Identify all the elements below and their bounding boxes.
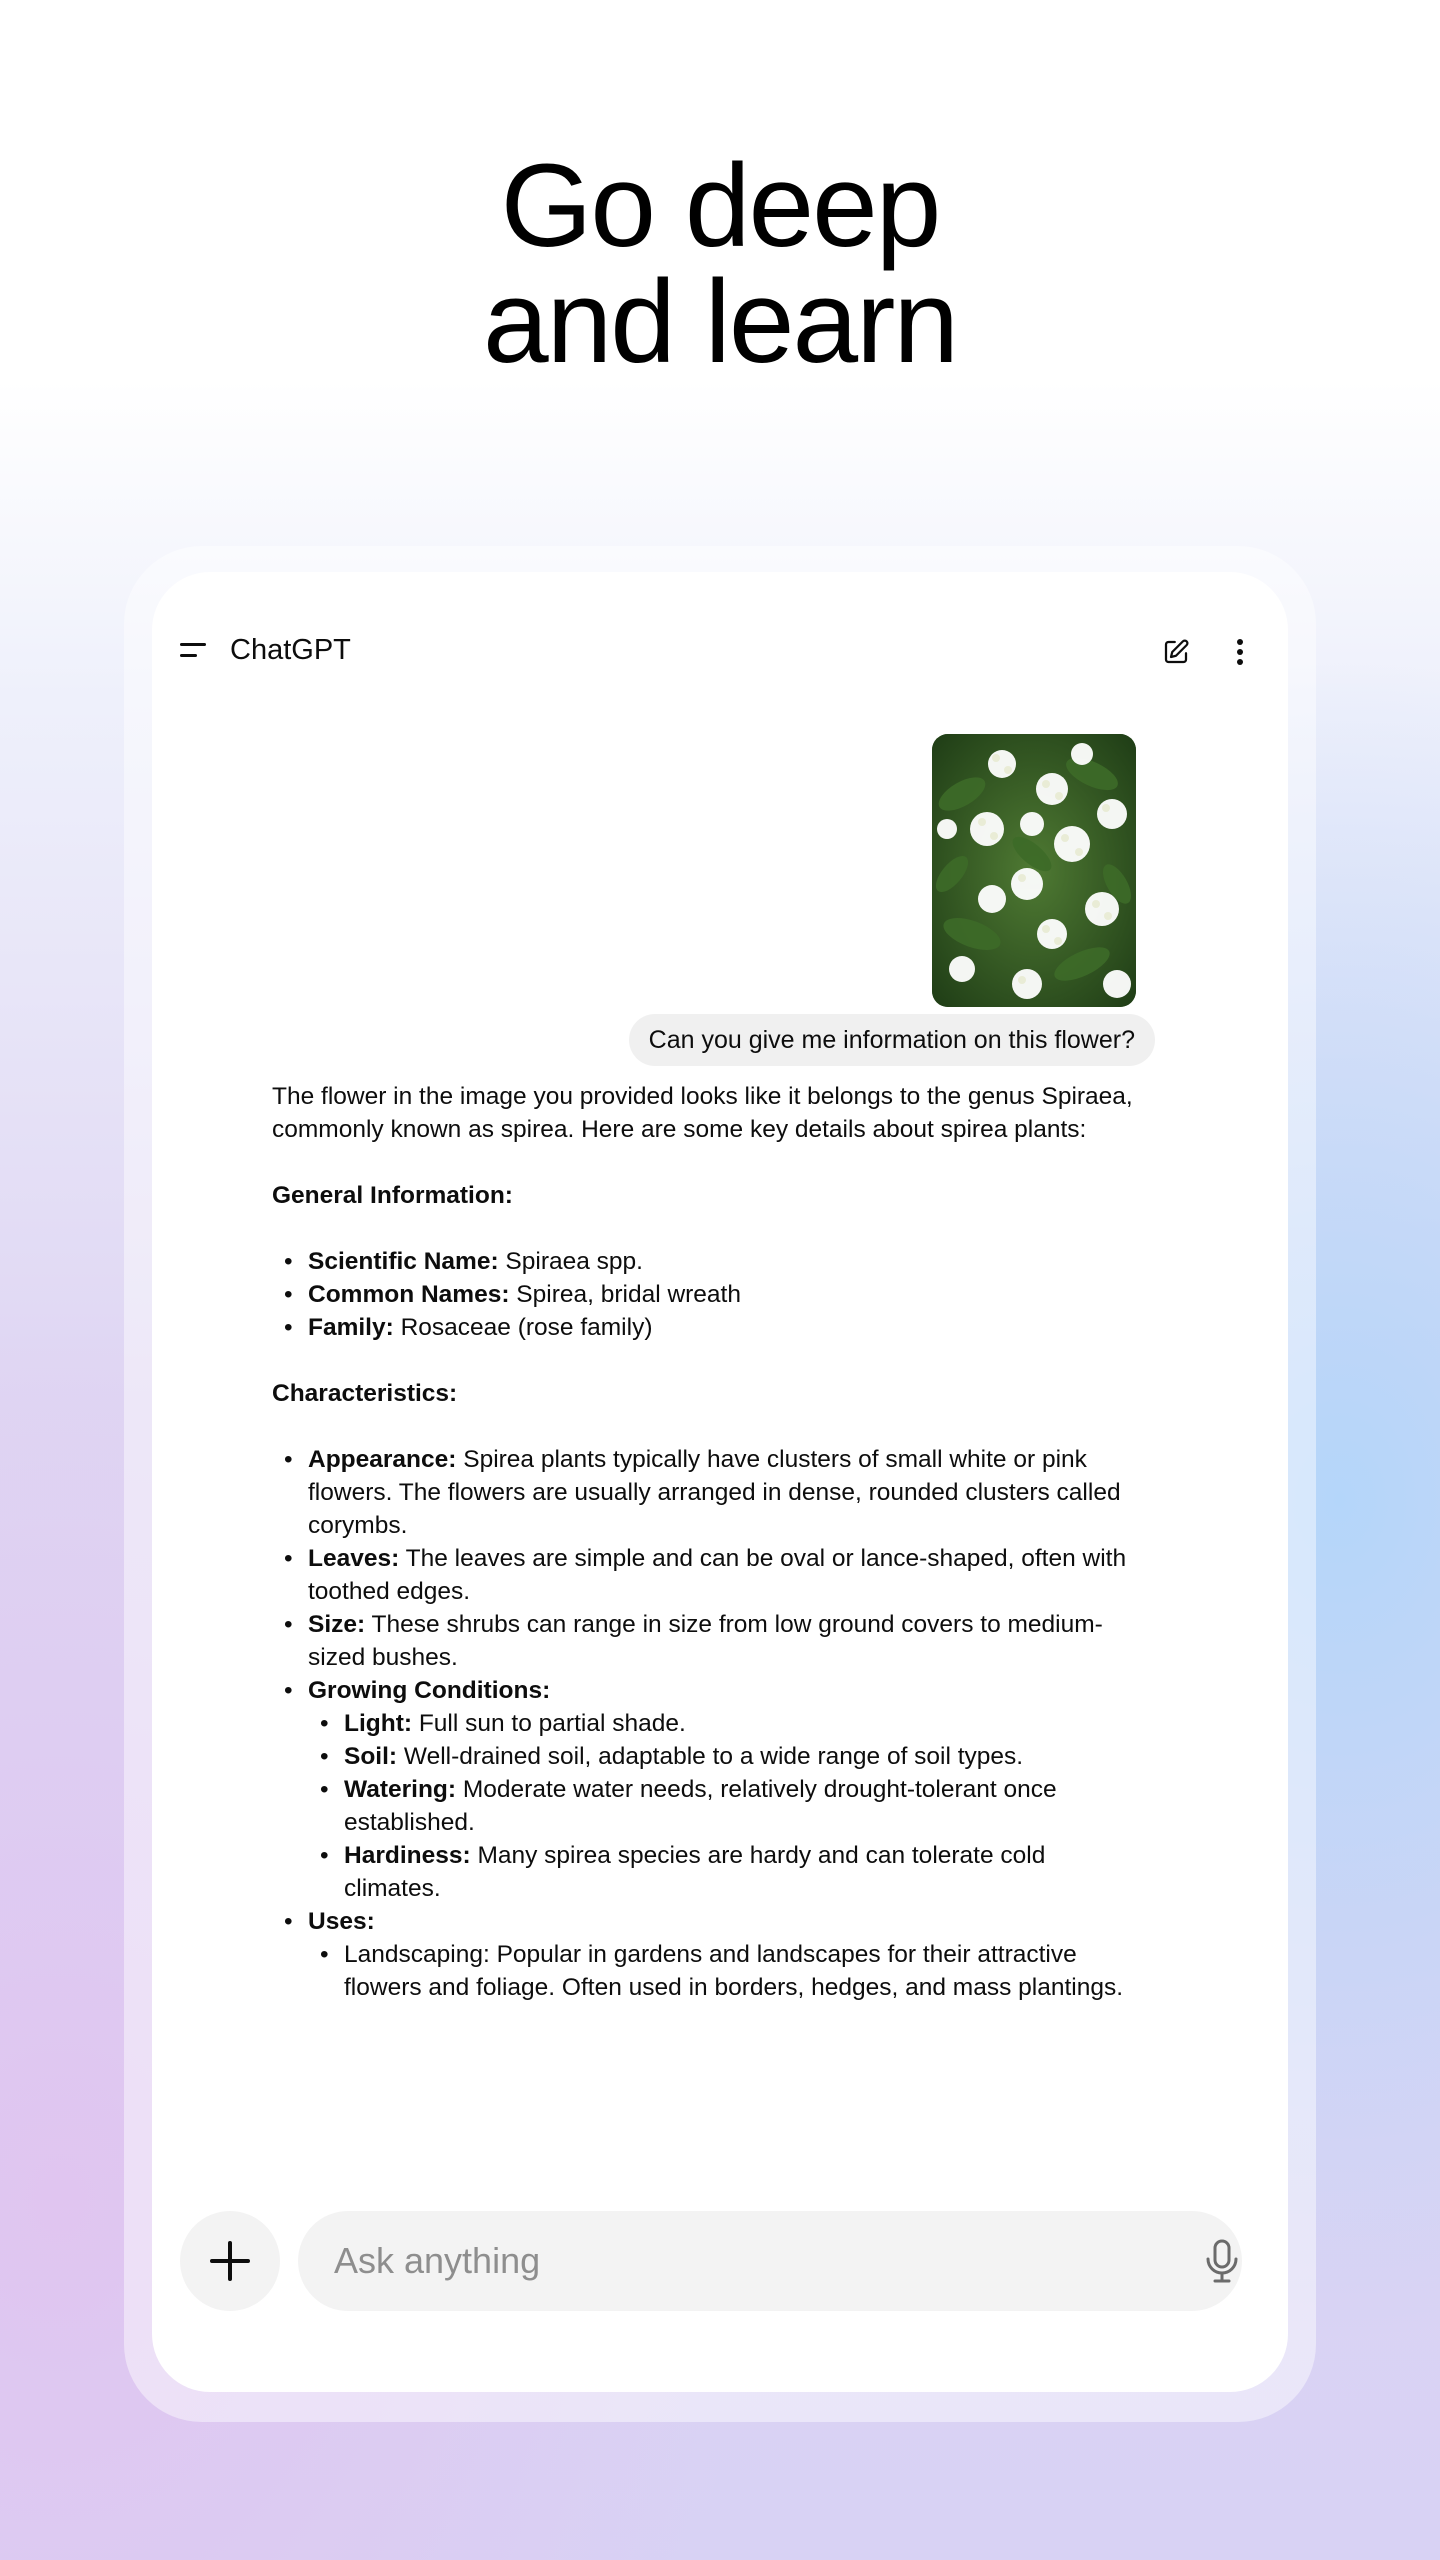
headline-line-1: Go deep xyxy=(500,140,940,272)
general-info-heading: General Information: xyxy=(272,1182,513,1209)
hero-headline xyxy=(0,140,1440,388)
top-app-bar xyxy=(152,572,1288,722)
list-item: • Scientific Name: Spiraea spp. xyxy=(272,1245,1138,1278)
characteristics-heading: Characteristics: xyxy=(272,1380,458,1407)
list-item: • Family: Rosaceae (rose family) xyxy=(272,1311,1138,1344)
chat-screen xyxy=(152,572,1288,2392)
list-item: • Leaves: The leaves are simple and can be oval or lance-shaped, often with toothed edges. xyxy=(272,1542,1138,1608)
new-chat-edit-icon[interactable] xyxy=(1152,628,1200,676)
response-intro: The flower in the image you provided looks like it belongs to the genus Spiraea, commonly known as spirea. Here are some key details about spirea plants: xyxy=(272,1083,1133,1143)
list-item: • Landscaping: Popular in gardens and landscapes for their attractive flowers and foliage. Often used in borders, hedges, and mass plantings. xyxy=(308,1938,1138,2004)
list-item: • Watering: Moderate water needs, relatively drought-tolerant once established. xyxy=(308,1773,1138,1839)
uses-list xyxy=(308,1938,1138,2004)
plus-icon xyxy=(208,2239,252,2283)
microphone-icon[interactable] xyxy=(1198,2237,1246,2285)
headline-line-2: and learn xyxy=(482,256,958,388)
user-image-attachment[interactable] xyxy=(932,734,1136,1007)
growing-conditions-list xyxy=(308,1707,1138,1905)
general-info-list xyxy=(272,1245,1138,1344)
app-title: ChatGPT xyxy=(230,634,351,666)
more-vert-icon[interactable] xyxy=(1216,628,1264,676)
user-message-bubble: Can you give me information on this flower? xyxy=(629,1014,1155,1066)
add-attachment-button[interactable] xyxy=(180,2211,280,2311)
list-item: • Uses: • Landscaping: Popular in gardens and landscapes for their attractive flowers and foliage. Often used in borders, hedges, and mass plantings. xyxy=(272,1905,1138,2004)
message-input[interactable] xyxy=(298,2211,1242,2311)
list-item: • Hardiness: Many spirea species are hardy and can tolerate cold climates. xyxy=(308,1839,1138,1905)
menu-icon[interactable] xyxy=(176,634,216,666)
list-item: • Size: These shrubs can range in size from low ground covers to medium-sized bushes. xyxy=(272,1608,1138,1674)
list-item: • Growing Conditions: • Light: Full sun to partial shade. • Soil: Well-drained soil, adaptable to a wide range of soil types. • Watering: Moderate water needs, relatively drought-tolerant once established. • Hardiness: Many spirea species are hardy and can tolerate cold climates. xyxy=(272,1674,1138,1905)
composer-bar xyxy=(152,2206,1288,2316)
list-item: • Common Names: Spirea, bridal wreath xyxy=(272,1278,1138,1311)
list-item: • Appearance: Spirea plants typically have clusters of small white or pink flowers. The flowers are usually arranged in dense, rounded clusters called corymbs. xyxy=(272,1443,1138,1542)
list-item: • Light: Full sun to partial shade. xyxy=(308,1707,1138,1740)
list-item: • Soil: Well-drained soil, adaptable to a wide range of soil types. xyxy=(308,1740,1138,1773)
message-input-placeholder: Ask anything xyxy=(334,2240,541,2281)
assistant-response xyxy=(272,1080,1138,2004)
characteristics-list xyxy=(272,1443,1138,2004)
